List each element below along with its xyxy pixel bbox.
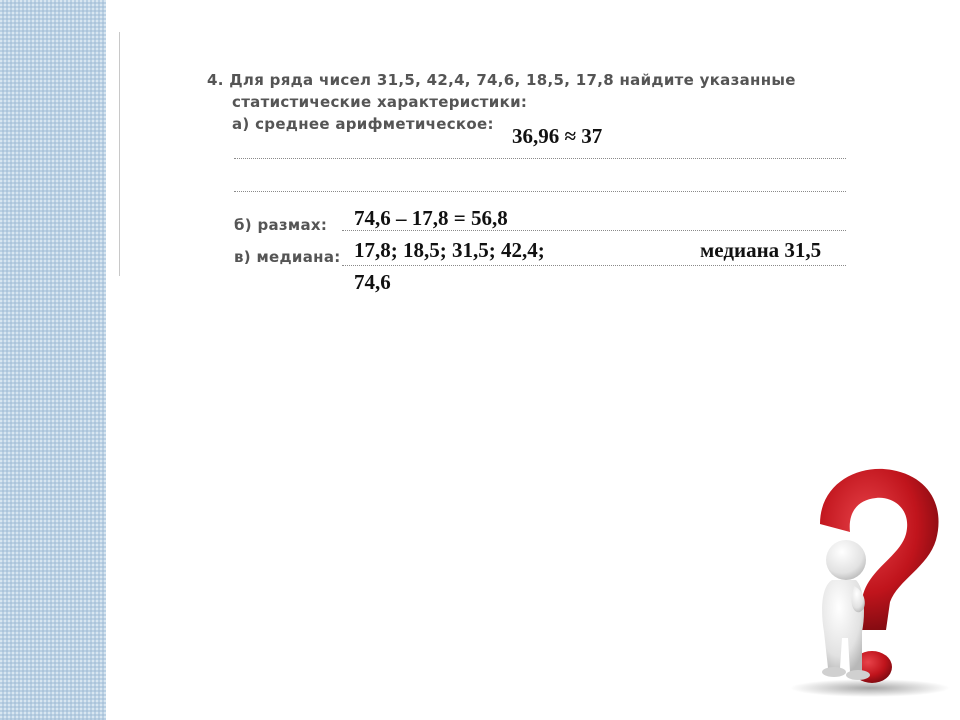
vertical-divider: [119, 32, 120, 276]
answer-line: [342, 265, 846, 266]
median-label: в) медиана:: [234, 248, 341, 266]
side-decorative-band: [0, 0, 106, 720]
mean-label: а) среднее арифметическое:: [232, 115, 494, 133]
range-label: б) размах:: [234, 216, 328, 234]
task-statement-line1: 4. Для ряда чисел 31,5, 42,4, 74,6, 18,5, 17,8 найдите указанные: [207, 71, 796, 89]
answer-line: [234, 191, 846, 192]
answer-line: [234, 158, 846, 159]
mean-answer: 36,96 ≈ 37: [512, 124, 603, 148]
range-answer: 74,6 – 17,8 = 56,8: [354, 206, 508, 230]
sorted-series-line1: 17,8; 18,5; 31,5; 42,4;: [354, 238, 545, 262]
task-statement-line2: статистические характеристики:: [232, 93, 528, 111]
sorted-series-line2: 74,6: [354, 270, 391, 294]
median-answer: медиана 31,5: [700, 238, 822, 262]
thinking-person-question-mark-icon: [780, 462, 950, 702]
